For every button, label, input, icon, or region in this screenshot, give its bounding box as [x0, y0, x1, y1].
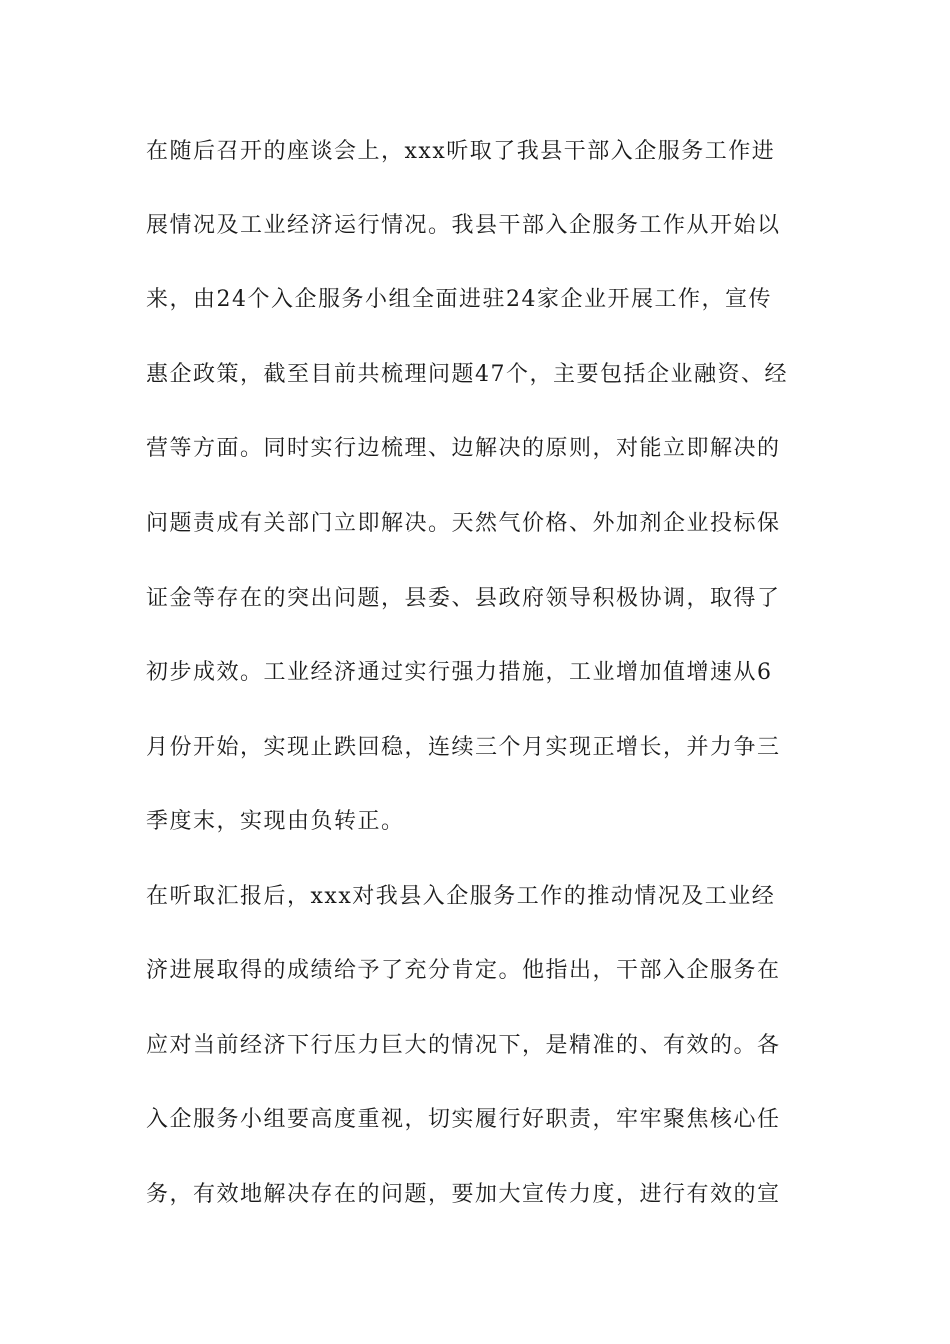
text-line: 初步成效。工业经济通过实行强力措施，工业增加值增速从6	[146, 660, 773, 685]
text-line: 营等方面。同时实行边梳理、边解决的原则，对能立即解决的	[146, 436, 781, 461]
text-line: 务，有效地解决存在的问题，要加大宣传力度，进行有效的宣	[146, 1182, 781, 1207]
text-line: 证金等存在的突出问题，县委、县政府领导积极协调，取得了	[146, 586, 781, 611]
text-line: 问题责成有关部门立即解决。天然气价格、外加剂企业投标保	[146, 511, 781, 536]
text-line: 济进展取得的成绩给予了充分肯定。他指出，干部入企服务在	[146, 958, 781, 983]
text-line: 来，由24个入企服务小组全面进驻24家企业开展工作，宣传	[146, 287, 772, 312]
text-line: 在随后召开的座谈会上，xxx听取了我县干部入企服务工作进	[146, 139, 776, 164]
text-line: 入企服务小组要高度重视，切实履行好职责，牢牢聚焦核心任	[146, 1107, 781, 1132]
text-line: 展情况及工业经济运行情况。我县干部入企服务工作从开始以	[146, 213, 781, 238]
text-line: 惠企政策，截至目前共梳理问题47个，主要包括企业融资、经	[146, 362, 788, 387]
text-line: 月份开始，实现止跌回稳，连续三个月实现正增长，并力争三	[146, 735, 781, 760]
text-line: 季度末，实现由负转正。	[146, 809, 405, 834]
text-line: 应对当前经济下行压力巨大的情况下，是精准的、有效的。各	[146, 1033, 781, 1058]
text-line: 在听取汇报后，xxx对我县入企服务工作的推动情况及工业经	[146, 884, 776, 909]
